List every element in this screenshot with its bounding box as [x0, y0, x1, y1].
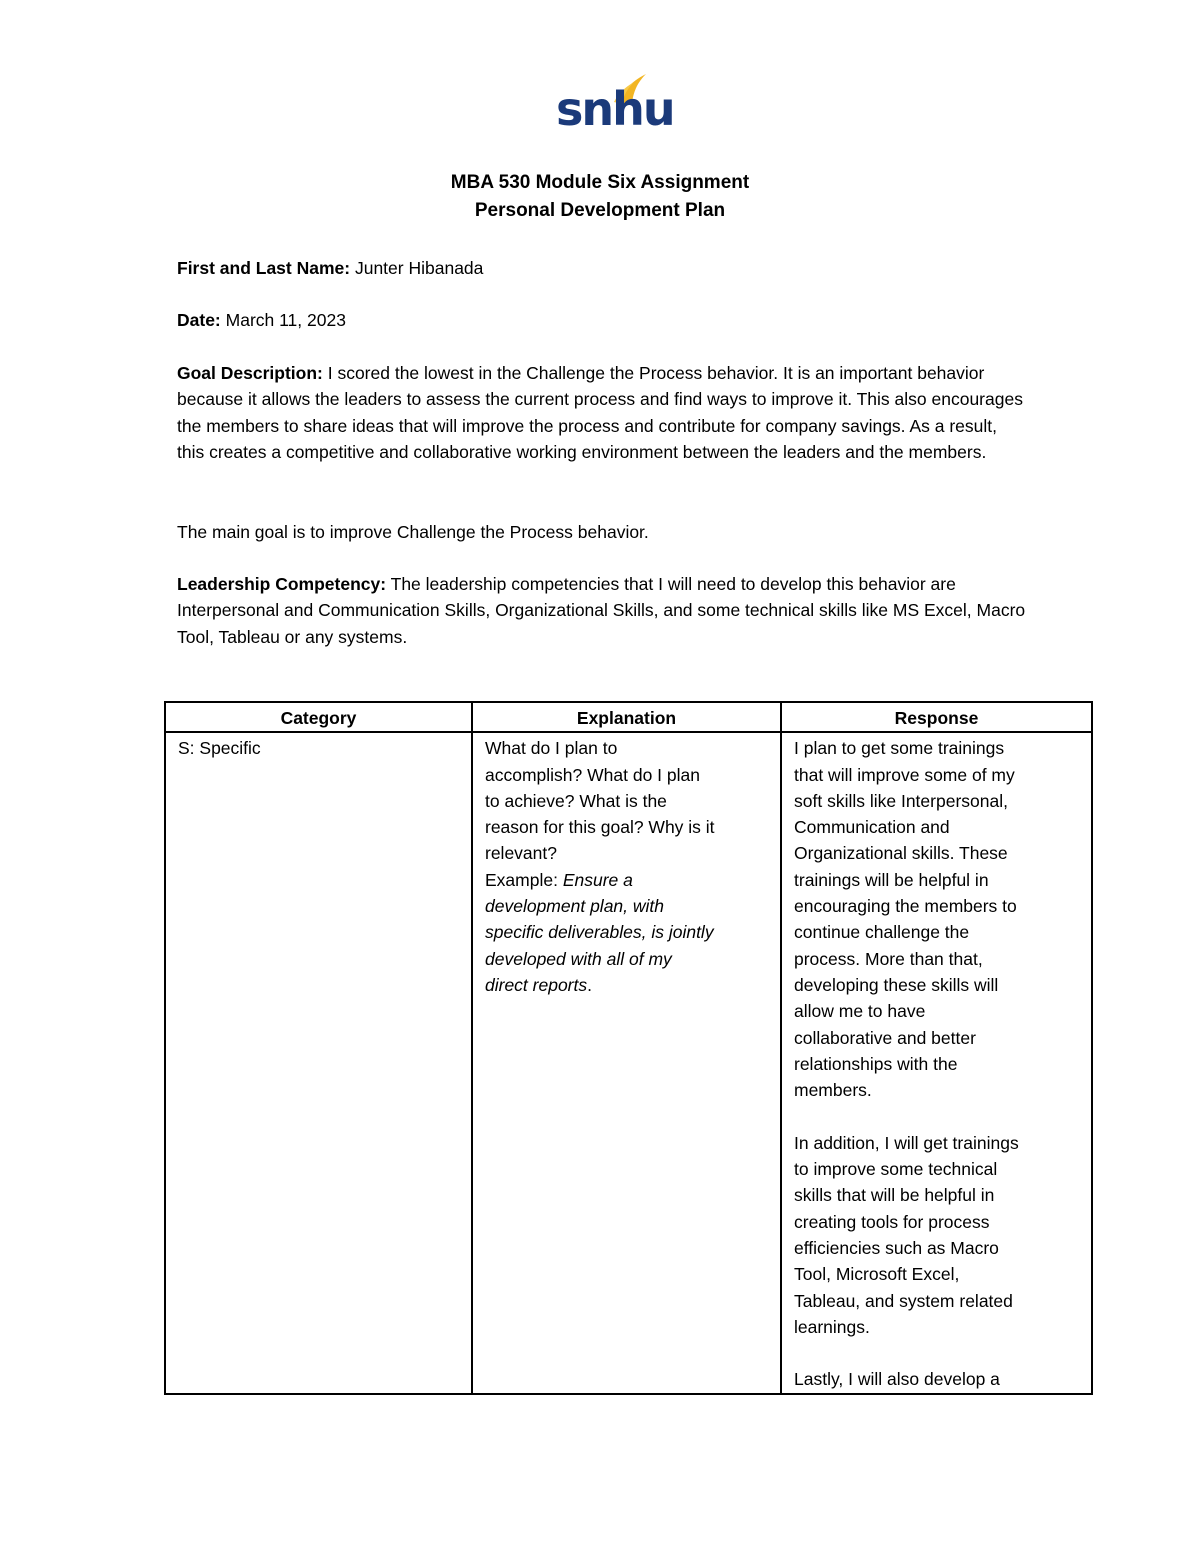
leadership-label: Leadership Competency:: [177, 574, 387, 594]
date-value: March 11, 2023: [220, 310, 346, 330]
response-line: soft skills like Interpersonal,: [794, 790, 1008, 811]
header-explanation: Explanation: [472, 702, 781, 732]
table-header-row: [165, 702, 1092, 732]
response-line: skills that will be helpful in: [794, 1185, 995, 1206]
response-line: developing these skills will: [794, 974, 999, 995]
paragraph-gap: [794, 1340, 1079, 1366]
response-line: creating tools for process: [794, 1211, 990, 1232]
response-line: allow me to have: [794, 1001, 926, 1022]
category-text: S: Specific: [178, 738, 261, 759]
example-text: direct reports: [485, 974, 588, 995]
response-line: collaborative and better: [794, 1027, 976, 1048]
response-line: encouraging the members to: [794, 896, 1017, 917]
response-line: Communication and: [794, 817, 950, 838]
leadership-value: The leadership competencies that I will need to develop this behavior are Interpersonal and Communication Skills, Organizational Skills, and some technical skills like MS Excel, Macro Tool, Tableau or any systems.: [177, 574, 1026, 647]
goal-value: I scored the lowest in the Challenge the Process behavior. It is an important behavior because it allows the leaders to assess the current process and find ways to improve it. This also encourages the members to share ideas that will improve the process and contribute for company savings. As a result, this creates a competitive and collaborative working environment between the leaders and the members.: [177, 363, 1023, 462]
explanation-line: reason for this goal? Why is it: [485, 817, 715, 838]
smart-goal-table: [164, 701, 1093, 1395]
example-label: Example:: [485, 869, 563, 890]
logo-text: snhu: [556, 82, 674, 136]
table-row: [165, 732, 1092, 1393]
name-value: Junter Hibanada: [350, 258, 484, 278]
example-line: [485, 972, 768, 998]
date-label: Date:: [177, 310, 221, 330]
example-line: [485, 867, 768, 893]
response-line: learnings.: [794, 1316, 870, 1337]
response-line: process. More than that,: [794, 948, 983, 969]
date-line: [177, 307, 1027, 333]
response-line: Lastly, I will also develop a: [794, 1369, 1000, 1390]
response-line: Organizational skills. These: [794, 843, 1008, 864]
example-text: specific deliverables, is jointly: [485, 922, 714, 943]
response-line: efficiencies such as Macro: [794, 1237, 999, 1258]
explanation-text: [485, 733, 768, 998]
response-line: that will improve some of my: [794, 764, 1015, 785]
explanation-line: to achieve? What is the: [485, 790, 667, 811]
response-line: relationships with the: [794, 1053, 958, 1074]
main-goal: The main goal is to improve Challenge the Process behavior.: [177, 522, 649, 542]
example-line: [485, 919, 768, 945]
paragraph-gap: [794, 1103, 1079, 1129]
explanation-line: What do I plan to: [485, 738, 618, 759]
document-title: MBA 530 Module Six Assignment: [450, 172, 750, 193]
goal-description: [177, 360, 1027, 465]
example-text: development plan, with: [485, 896, 664, 917]
explanation-line: relevant?: [485, 843, 557, 864]
header-category: Category: [165, 702, 472, 732]
category-cell: [165, 732, 472, 1393]
response-line: Tool, Microsoft Excel,: [794, 1264, 960, 1285]
name-label: First and Last Name:: [177, 258, 351, 278]
response-line: to improve some technical: [794, 1159, 998, 1180]
response-line: members.: [794, 1080, 872, 1101]
response-line: Tableau, and system related: [794, 1290, 1013, 1311]
response-line: I plan to get some trainings: [794, 738, 1005, 759]
document-subtitle: Personal Development Plan: [474, 200, 726, 221]
header-response: Response: [781, 702, 1092, 732]
leadership-competency: [177, 571, 1027, 650]
name-line: [177, 255, 1027, 281]
goal-label: Goal Description:: [177, 363, 323, 383]
explanation-line: accomplish? What do I plan: [485, 764, 700, 785]
snhu-logo: [548, 72, 674, 136]
example-line: [485, 946, 768, 972]
explanation-cell: [472, 732, 781, 1393]
response-line: In addition, I will get trainings: [794, 1132, 1019, 1153]
response-line: trainings will be helpful in: [794, 869, 989, 890]
example-first: Ensure a: [562, 869, 633, 890]
example-line: [485, 893, 768, 919]
example-end: .: [587, 974, 592, 995]
response-cell: [781, 732, 1092, 1393]
response-text: [794, 733, 1079, 1392]
response-line: continue challenge the: [794, 922, 970, 943]
example-text: developed with all of my: [485, 948, 672, 969]
